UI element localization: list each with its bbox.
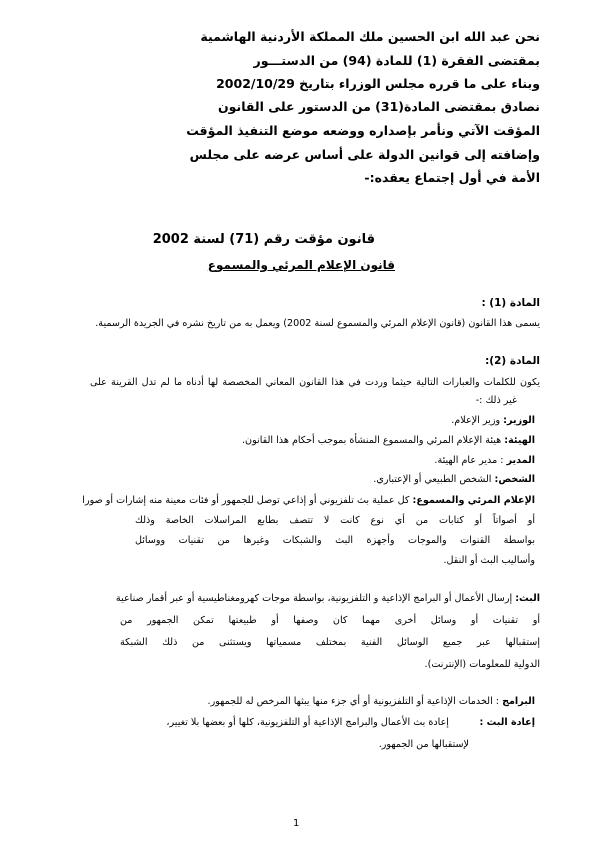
definition-broadcast-line-4: الدولية للمعلومات (الإنترنت). bbox=[424, 659, 540, 670]
definition-rebroadcast-line-1 bbox=[166, 717, 535, 728]
article-1-heading: المادة (1) : bbox=[481, 297, 540, 309]
page-number: 1 bbox=[293, 818, 300, 829]
definition-term: البرامج bbox=[502, 696, 535, 707]
definition-media-line-4: وأساليب البث أو النقل. bbox=[443, 555, 535, 566]
definition-director bbox=[434, 455, 535, 466]
definition-media-line-1 bbox=[82, 495, 535, 506]
article-1-text: يسمى هذا القانون (قانون الإعلام المرئي والمسموع لسنة 2002) ويعمل به من تاريخ نشره في الجريدة الرسمية. bbox=[95, 318, 540, 329]
definition-term: المدير bbox=[506, 455, 535, 466]
definition-text: إرسال الأعمال أو البرامج الإذاعية و التلفزيونية، بواسطة موجات كهرومغناطيسية أو عبر أقمار صناعية bbox=[115, 593, 513, 604]
preamble-line-1: نحن عبد الله ابن الحسين ملك المملكة الأردنية الهاشمية bbox=[200, 29, 540, 44]
definition-programs bbox=[208, 696, 535, 707]
preamble-line-3: وبناء على ما قرره مجلس الوزراء بتاريخ 2002/10/29 bbox=[216, 76, 540, 91]
definition-media-line-2: أو أصواتاً أو كتابات من أي نوع كانت لا تتصف بطابع المراسلات الخاصة وذلك bbox=[135, 515, 535, 526]
definition-person bbox=[373, 474, 535, 485]
definition-broadcast-line-3: إستقبالها عبر جميع الوسائل الفنية بمختلف مسمياتها ويستثنى من ذلك الشبكة bbox=[120, 637, 540, 648]
definition-broadcast-line-1 bbox=[116, 593, 540, 604]
law-title: قانون مؤقت رقم (71) لسنة 2002 bbox=[152, 232, 375, 247]
definition-rebroadcast-line-2: لإستقبالها من الجمهور. bbox=[378, 739, 469, 750]
article-2-intro-line-2: غير ذلك :- bbox=[475, 395, 517, 406]
definition-term: الشخص: bbox=[494, 474, 535, 485]
definition-term: الإعلام المرئي والمسموع: bbox=[412, 495, 535, 506]
preamble-line-4: نصادق بمقتضى المادة(31) من الدستور على القانون bbox=[218, 99, 540, 114]
definition-term: البث: bbox=[515, 593, 540, 604]
definition-text: الشخص الطبيعي أو الإعتباري. bbox=[373, 474, 495, 485]
definition-text: : مدير عام الهيئة. bbox=[434, 455, 507, 466]
definition-text: هيئة الإعلام المرئي والمسموع المنشأة بموجب أحكام هذا القانون. bbox=[242, 435, 505, 446]
definition-text: : الخدمات الإذاعية أو التلفزيونية أو أي جزء منها يبثها المرخص له للجمهور. bbox=[207, 696, 503, 707]
article-2-intro-line-1: يكون للكلمات والعبارات التالية حيثما وردت في هذا القانون المعاني المخصصة لها أدناه ما لم تدل القرينة على bbox=[90, 377, 540, 388]
definition-authority bbox=[242, 435, 535, 446]
definition-term: إعادة البث bbox=[486, 717, 535, 728]
definition-media-line-3: بواسطة القنوات والموجات وأجهزة البث والشبكات وغيرها من تقنيات ووسائل bbox=[135, 535, 535, 546]
definition-text: كل عملية بث تلفزيوني أو إذاعي توصل للجمهور أو فئات معينة منه إشارات أو صورا bbox=[82, 495, 410, 506]
definition-text: إعادة بث الأعمال والبرامج الإذاعية أو التلفزيونية، كلها أو بعضها بلا تغيير، bbox=[166, 717, 449, 728]
preamble-line-2: بمقتضى الفقرة (1) للمادة (94) من الدستـــور bbox=[253, 53, 540, 68]
law-subtitle: قانون الإعلام المرئي والمسموع bbox=[207, 258, 395, 272]
preamble-line-7: الأمة في أول إجتماع يعقده:- bbox=[364, 170, 540, 185]
article-2-heading: المادة (2): bbox=[485, 355, 540, 367]
definition-term: الهيئة: bbox=[504, 435, 535, 446]
preamble-line-6: وإضافته إلى قوانين الدولة على أساس عرضه على مجلس bbox=[189, 147, 540, 162]
preamble-line-5: المؤقت الآتي ونأمر بإصداره ووضعه موضع التنفيذ المؤقت bbox=[186, 123, 540, 138]
definition-term: الوزير: bbox=[503, 415, 535, 426]
definition-separator: : bbox=[479, 717, 487, 728]
definition-minister bbox=[451, 415, 535, 426]
definition-text: وزير الإعلام. bbox=[451, 415, 504, 426]
definition-broadcast-line-2: أو تقنيات أو وسائل أخرى مهما كان وصفها أو طبيعتها تمكن الجمهور من bbox=[120, 615, 540, 626]
